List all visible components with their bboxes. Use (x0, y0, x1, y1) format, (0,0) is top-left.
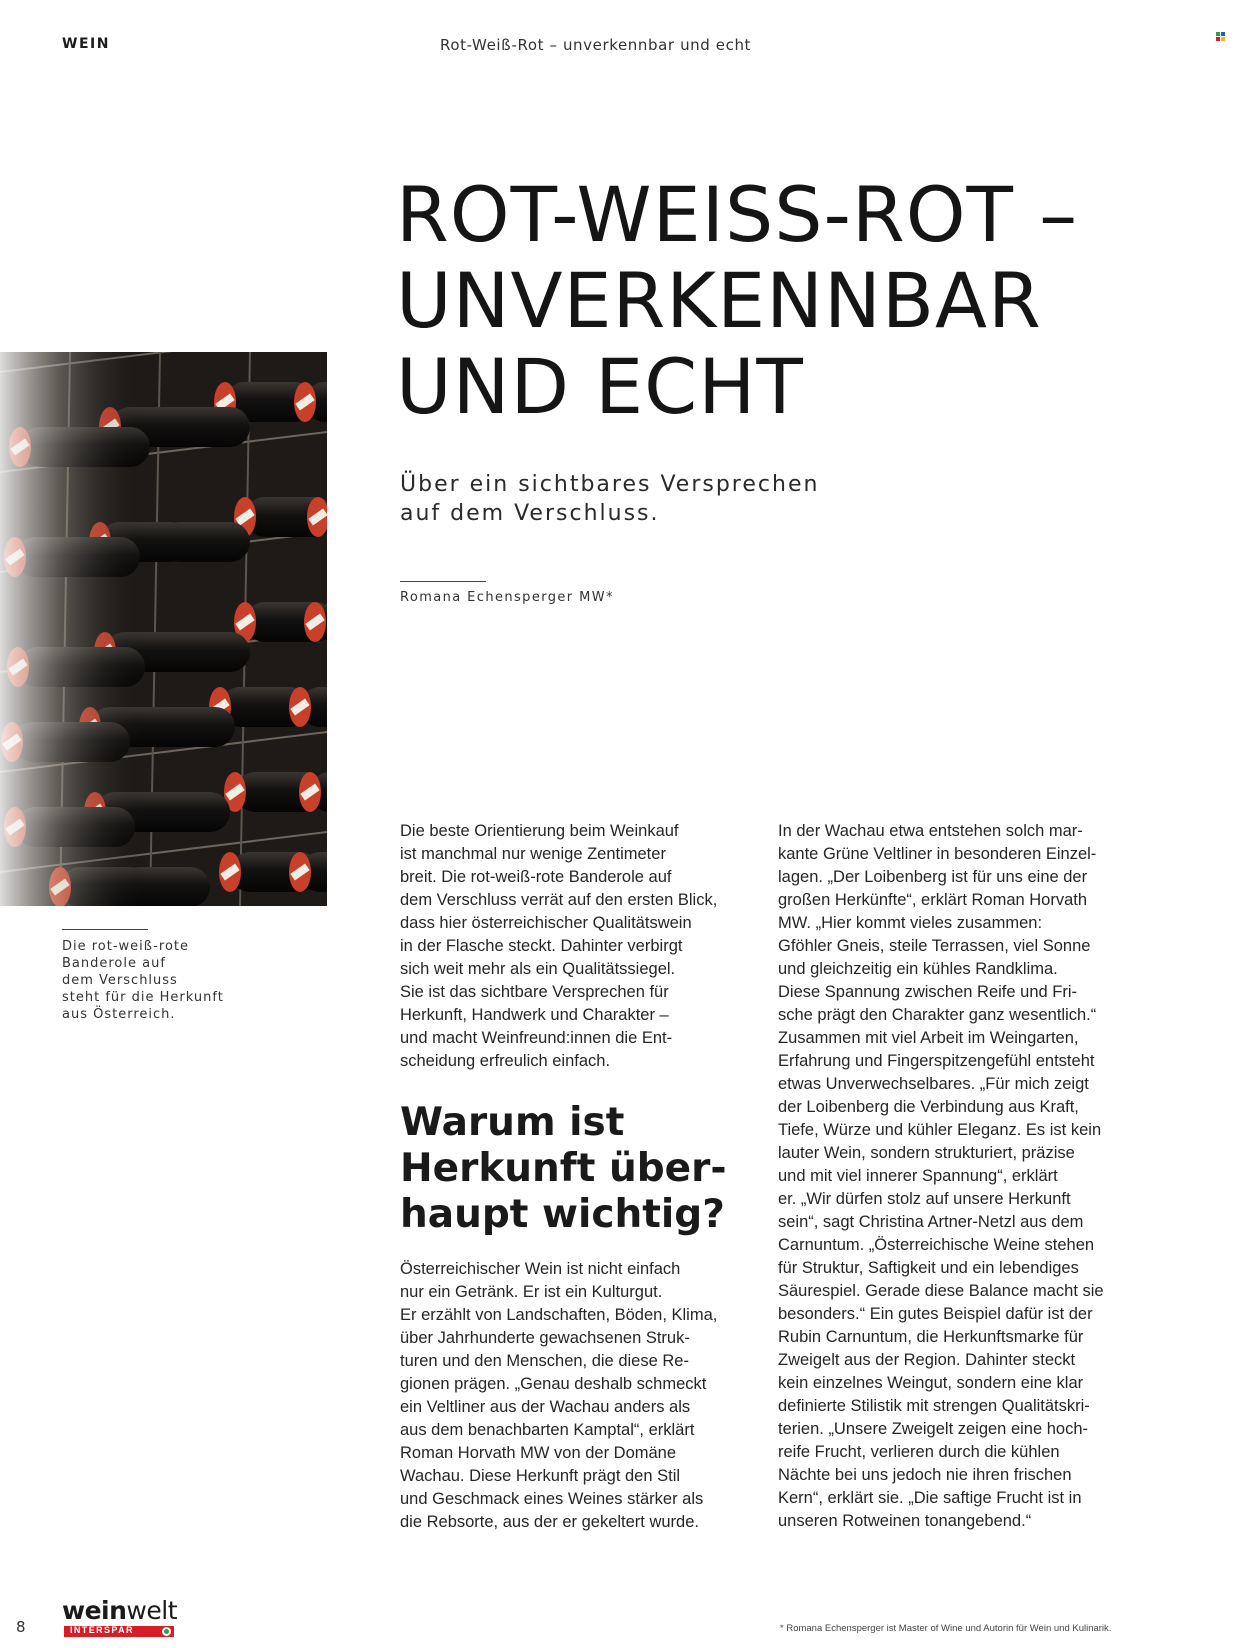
running-title: Rot-Weiß-Rot – unverkennbar und echt (440, 36, 752, 54)
body-right-column (778, 820, 1118, 1533)
headline (396, 172, 1226, 430)
body-line: Herkunft, Handwerk und Charakter – (400, 1006, 669, 1024)
body-line: Diese Spannung zwischen Reife und Fri- (778, 983, 1077, 1001)
subtitle (400, 470, 960, 528)
body-line: Rubin Carnuntum, die Herkunftsmarke für (778, 1328, 1084, 1346)
body-line: ist manchmal nur wenige Zentimeter (400, 845, 666, 863)
body-line: sche prägt den Charakter ganz wesentlich.“ (778, 1006, 1097, 1024)
body-line: aus dem benachbarten Kamptal“, erklärt (400, 1421, 695, 1439)
caption-divider (62, 929, 148, 930)
body-line: für Struktur, Saftigkeit und ein lebendiges (778, 1259, 1079, 1277)
body-line: Roman Horvath MW von der Domäne (400, 1444, 677, 1462)
body-line: terien. „Unsere Zweigelt zeigen eine hoch- (778, 1420, 1088, 1438)
subheading (400, 1100, 727, 1238)
body-line: Zweigelt aus der Region. Dahinter steckt (778, 1351, 1076, 1369)
subtitle-line: Über ein sichtbares Versprechen (400, 472, 820, 497)
body-line: sein“, sagt Christina Artner-Netzl aus dem (778, 1213, 1084, 1231)
body-line: Erfahrung und Fingerspitzengefühl entsteht (778, 1052, 1095, 1070)
body-line: scheidung erfreulich einfach. (400, 1052, 611, 1070)
wine-bottles-rack-photo (0, 352, 327, 906)
body-line: in der Flasche steckt. Dahinter verbirgt (400, 937, 683, 955)
wine-rack-illustration (0, 352, 327, 906)
body-line: Gföhler Gneis, steile Terrassen, viel Sonne (778, 937, 1091, 955)
body-line: großen Herkünfte“, erklärt Roman Horvath (778, 891, 1088, 909)
caption-line: steht für die Herkunft (62, 990, 224, 1005)
body-line: und Geschmack eines Weines stärker als (400, 1490, 704, 1508)
logo-dot-icon (162, 1627, 171, 1636)
photo-caption (62, 938, 262, 1023)
caption-line: aus Österreich. (62, 1007, 176, 1022)
logo-wordmark (62, 1596, 177, 1625)
author-divider (400, 581, 486, 582)
logo-brand-bar (64, 1626, 174, 1637)
body-line: Nächte bei uns jedoch nie ihren frischen (778, 1466, 1072, 1484)
body-line: lagen. „Der Loibenberg ist für uns eine der (778, 868, 1088, 886)
caption-line: Banderole auf (62, 956, 166, 971)
body-line: reife Frucht, verlieren durch die kühlen (778, 1443, 1060, 1461)
body-line: nur ein Getränk. Er ist ein Kulturgut. (400, 1283, 663, 1301)
weinwelt-interspar-logo (62, 1596, 182, 1640)
body-line: über Jahrhunderte gewachsenen Struk- (400, 1329, 690, 1347)
subheading-line: Herkunft über- (400, 1146, 727, 1191)
body-line: ein Veltliner aus der Wachau anders als (400, 1398, 691, 1416)
body-line: sich weit mehr als ein Qualitätssiegel. (400, 960, 676, 978)
body-intro (400, 820, 740, 1073)
body-section-origin (400, 1258, 740, 1534)
body-line: MW. „Hier kommt vieles zusammen: (778, 914, 1043, 932)
body-line: gionen prägen. „Genau deshalb schmeckt (400, 1375, 707, 1393)
body-line: kein einzelnes Weingut, sondern eine klar (778, 1374, 1084, 1392)
footnote: * Romana Echensperger ist Master of Wine und Autorin für Wein und Kulinarik. (780, 1623, 1112, 1634)
page-number: 8 (16, 1618, 26, 1636)
body-line: Zusammen mit viel Arbeit im Weingarten, (778, 1029, 1079, 1047)
body-line: breit. Die rot-weiß-rote Banderole auf (400, 868, 672, 886)
section-label: WEIN (62, 36, 110, 52)
body-line: In der Wachau etwa entstehen solch mar- (778, 822, 1083, 840)
body-line: lauter Wein, sondern strukturiert, präzise (778, 1144, 1075, 1162)
body-line: Tiefe, Würze und kühler Eleganz. Es ist kein (778, 1121, 1102, 1139)
body-line: Die beste Orientierung beim Weinkauf (400, 822, 679, 840)
headline-line: UND ECHT (396, 342, 804, 431)
body-line: etwas Unverwechselbares. „Für mich zeigt (778, 1075, 1089, 1093)
body-line: der Loibenberg die Verbindung aus Kraft, (778, 1098, 1079, 1116)
logo-word-bold: wein (62, 1596, 127, 1625)
body-line: und mit viel innerer Spannung“, erklärt (778, 1167, 1058, 1185)
headline-line: ROT-WEISS-ROT – (396, 170, 1079, 259)
body-line: Kern“, erklärt sie. „Die saftige Frucht ist in (778, 1489, 1082, 1507)
body-line: unseren Rotweinen tonangebend.“ (778, 1512, 1032, 1530)
body-line: und macht Weinfreund:innen die Ent- (400, 1029, 673, 1047)
logo-word-regular: welt (126, 1596, 177, 1625)
body-line: besonders.“ Ein gutes Beispiel dafür ist der (778, 1305, 1093, 1323)
body-line: Sie ist das sichtbare Versprechen für (400, 983, 669, 1001)
body-line: Er erzählt von Landschaften, Böden, Klima, (400, 1306, 718, 1324)
body-line: kante Grüne Veltliner in besonderen Einzel- (778, 845, 1097, 863)
color-squares-icon (1216, 32, 1226, 42)
subheading-line: haupt wichtig? (400, 1192, 725, 1237)
body-line: Säurespiel. Gerade diese Balance macht sie (778, 1282, 1104, 1300)
body-line: die Rebsorte, aus der er gekeltert wurde. (400, 1513, 699, 1531)
body-line: dem Verschluss verrät auf den ersten Blick, (400, 891, 718, 909)
caption-line: Die rot-weiß-rote (62, 939, 190, 954)
body-line: turen und den Menschen, die diese Re- (400, 1352, 689, 1370)
body-line: er. „Wir dürfen stolz auf unsere Herkunft (778, 1190, 1071, 1208)
body-line: Wachau. Diese Herkunft prägt den Stil (400, 1467, 681, 1485)
headline-line: UNVERKENNBAR (396, 256, 1042, 345)
logo-sub-label: INTERSPAR (70, 1625, 134, 1635)
body-line: definierte Stilistik mit strengen Qualitätskri- (778, 1397, 1090, 1415)
window-light-overlay (0, 352, 327, 906)
subheading-line: Warum ist (400, 1100, 625, 1145)
body-line: und gleichzeitig ein kühles Randklima. (778, 960, 1058, 978)
body-line: Österreichischer Wein ist nicht einfach (400, 1260, 681, 1278)
author-byline: Romana Echensperger MW* (400, 590, 614, 605)
subtitle-line: auf dem Verschluss. (400, 501, 660, 526)
body-line: dass hier österreichischer Qualitätswein (400, 914, 692, 932)
caption-line: dem Verschluss (62, 973, 178, 988)
body-line: Carnuntum. „Österreichische Weine stehen (778, 1236, 1095, 1254)
